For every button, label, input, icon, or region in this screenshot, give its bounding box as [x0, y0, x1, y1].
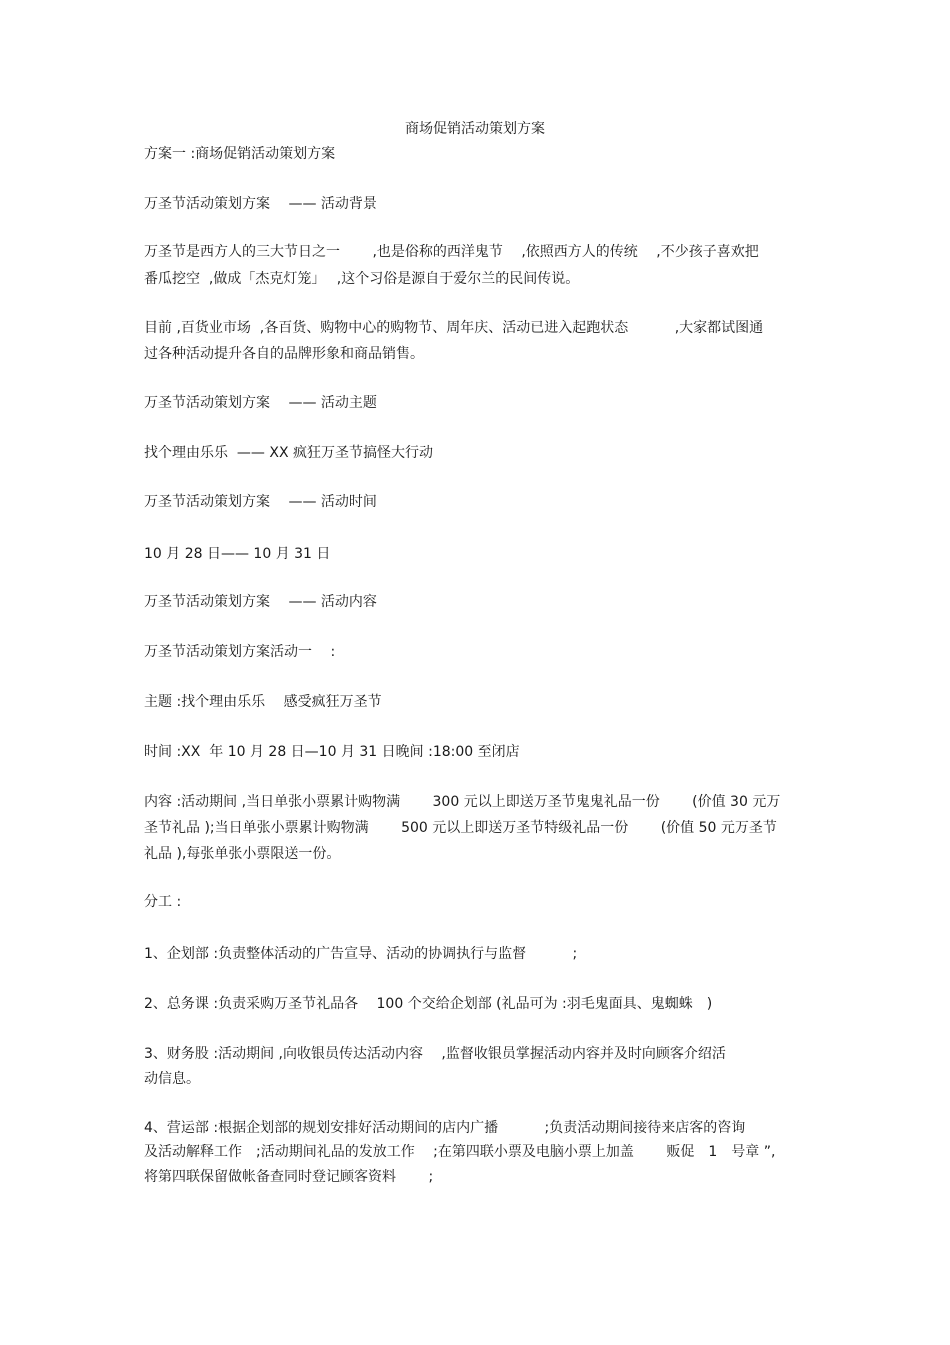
- list-item: 2、总务课 :负责采购万圣节礼品各 100 个交给企划部 (礼品可为 :羽毛鬼面具、鬼蜘蛛 ): [144, 996, 713, 1012]
- paragraph-line: 目前 ,百货业市场 ,各百货、购物中心的购物节、周年庆、活动已进入起跑状态 ,大家都试图通: [144, 320, 764, 336]
- activity-one-heading: 万圣节活动策划方案活动一 :: [144, 644, 336, 660]
- list-item-continued: 动信息。: [144, 1071, 200, 1087]
- section-heading-background: 万圣节活动策划方案 —— 活动背景: [144, 196, 377, 212]
- list-item: 1、企划部 :负责整体活动的广告宣导、活动的协调执行与监督 ;: [144, 946, 578, 962]
- activity-subject: 主题 :找个理由乐乐 感受疯狂万圣节: [144, 694, 382, 710]
- list-item-continued: 及活动解释工作 ;活动期间礼品的发放工作 ;在第四联小票及电脑小票上加盖 贩促 1 号章 ”,: [144, 1144, 776, 1160]
- paragraph-line: 礼品 ),每张单张小票限送一份。: [144, 846, 341, 862]
- document-title: 商场促销活动策划方案: [405, 121, 545, 137]
- theme-text: 找个理由乐乐 —— XX 疯狂万圣节搞怪大行动: [144, 445, 433, 461]
- paragraph-line: 内容 :活动期间 ,当日单张小票累计购物满 300 元以上即送万圣节鬼鬼礼品一份 (价值 30 元万: [144, 794, 781, 810]
- paragraph-line: 过各种活动提升各自的品牌形象和商品销售。: [144, 346, 424, 362]
- section-heading-content: 万圣节活动策划方案 —— 活动内容: [144, 594, 377, 610]
- plan-heading: 方案一 :商场促销活动策划方案: [144, 146, 336, 162]
- list-item-continued: 将第四联保留做帐备查同时登记顾客资料 ;: [144, 1169, 434, 1185]
- activity-time: 时间 :XX 年 10 月 28 日—10 月 31 日晚间 :18:00 至闭店: [144, 744, 520, 760]
- list-item: 3、财务股 :活动期间 ,向收银员传达活动内容 ,监督收银员掌握活动内容并及时向顾客介绍活: [144, 1046, 726, 1062]
- section-heading-time: 万圣节活动策划方案 —— 活动时间: [144, 494, 377, 510]
- paragraph-line: 圣节礼品 );当日单张小票累计购物满 500 元以上即送万圣节特级礼品一份 (价值 50 元万圣节: [144, 820, 777, 836]
- paragraph-line: 万圣节是西方人的三大节日之一 ,也是俗称的西洋鬼节 ,依照西方人的传统 ,不少孩子喜欢把: [144, 244, 759, 260]
- section-heading-theme: 万圣节活动策划方案 —— 活动主题: [144, 395, 377, 411]
- list-item: 4、营运部 :根据企划部的规划安排好活动期间的店内广播 ;负责活动期间接待来店客的咨询: [144, 1120, 746, 1136]
- date-range: 10 月 28 日—— 10 月 31 日: [144, 546, 331, 562]
- paragraph-line: 番瓜挖空 ,做成「杰克灯笼」 ,这个习俗是源自于爱尔兰的民间传说。: [144, 271, 580, 287]
- division-heading: 分工 :: [144, 894, 182, 910]
